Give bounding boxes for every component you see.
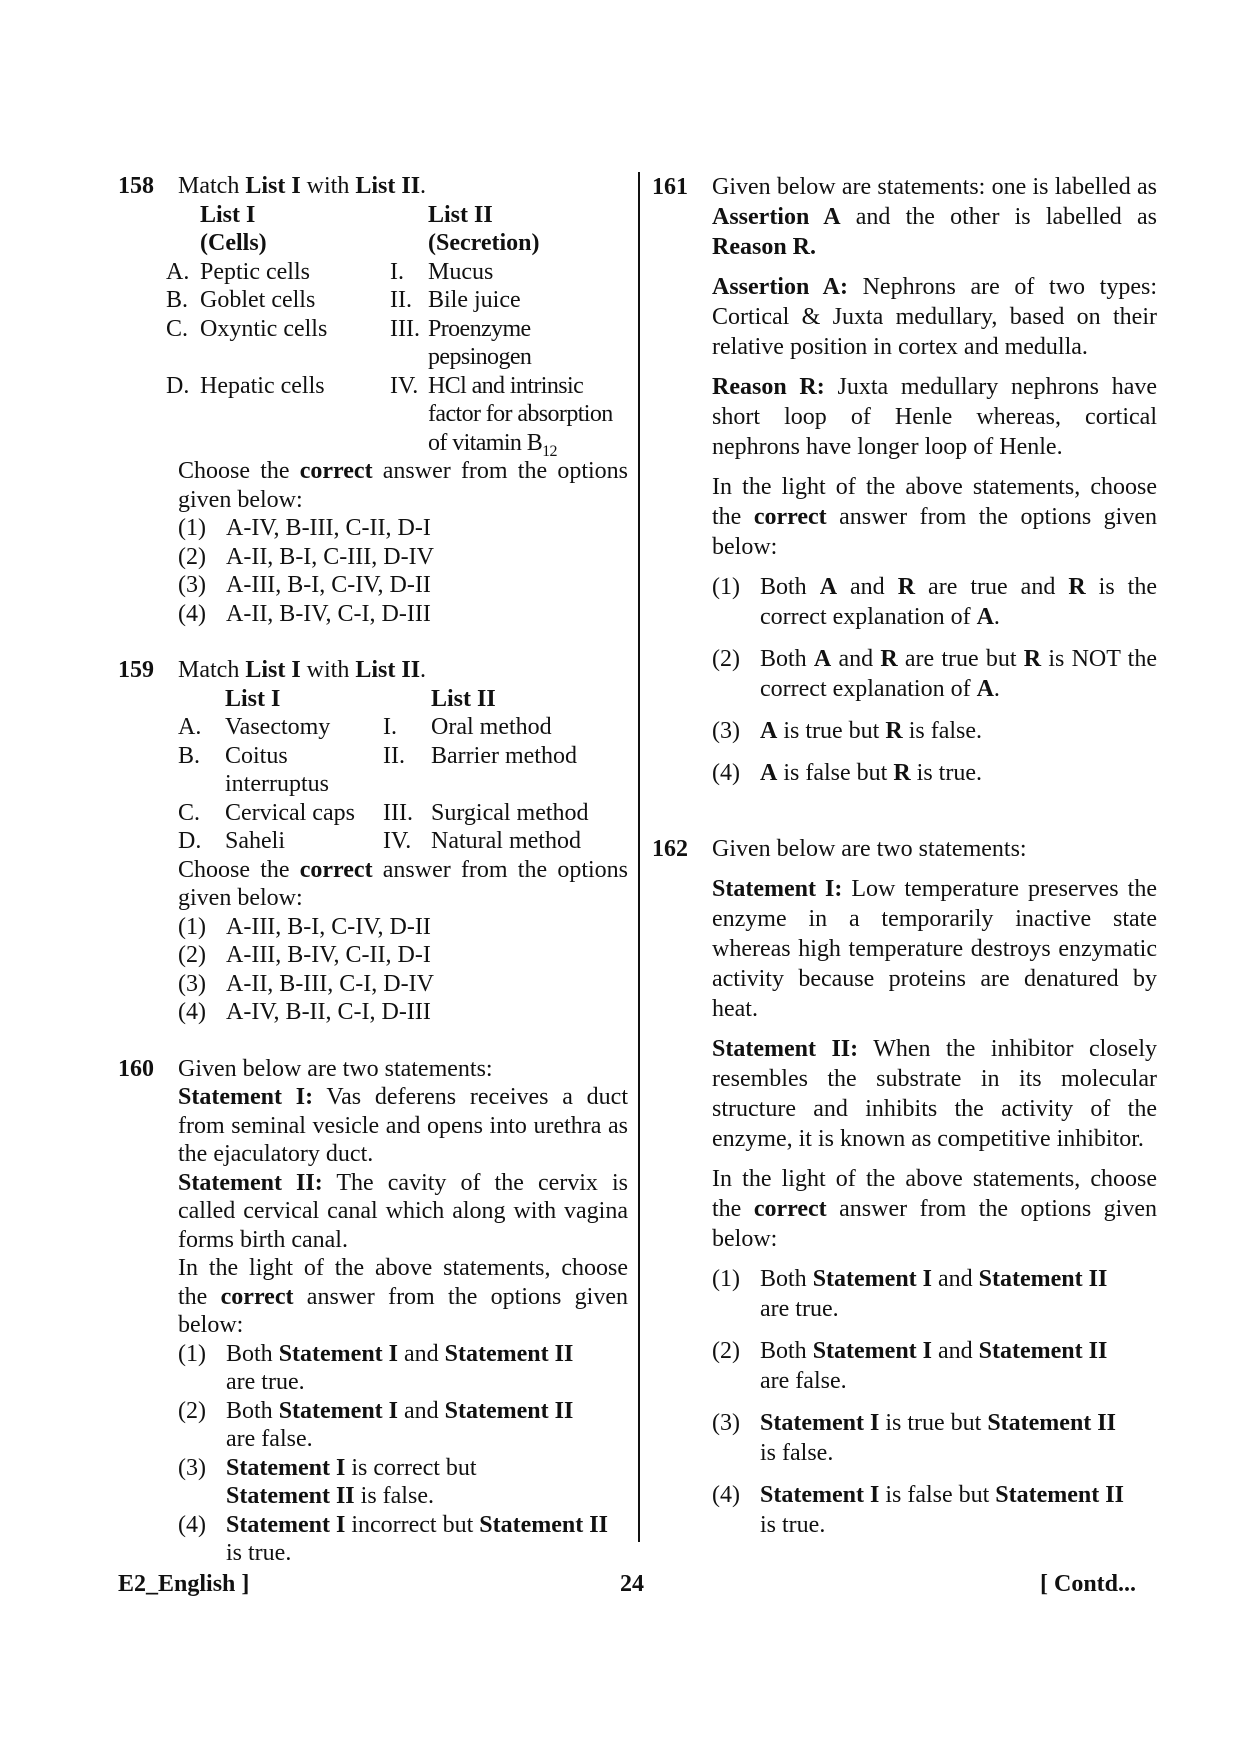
option-1[interactable]: (1) Both Statement I and Statement II are true. xyxy=(712,1266,1108,1322)
match-row: C. Cervical caps III. Surgical method xyxy=(178,799,589,826)
question-number: 158 xyxy=(118,173,154,199)
question-instruction: Choose the correct answer from the options given below: xyxy=(178,458,628,513)
question-instruction: In the light of the above statements, choose the correct answer from the options given below: xyxy=(712,474,1157,560)
assertion: Assertion A: Nephrons are of two types: Cortical & Juxta medullary, based on their relative position in cortex and medulla. xyxy=(712,274,1158,360)
vitamin-b12-cell: HCl and intrinsic factor for absorption of vitamin $B_{12}$ xyxy=(428,372,613,460)
option-2[interactable]: (2) A-II, B-I, C-III, D-IV xyxy=(178,543,434,570)
option-3[interactable]: (3) A-III, B-I, C-IV, D-II xyxy=(178,572,431,598)
page-number: 24 xyxy=(620,1571,644,1597)
option-1[interactable]: (1) A-IV, B-III, C-II, D-I xyxy=(178,515,431,541)
match-row: D. Saheli IV. Natural method xyxy=(178,828,581,854)
question-intro: Given below are two statements: xyxy=(178,1055,493,1082)
statement-1: Statement I: Low temperature preserves the enzyme in a temporarily inactive state whereas high temperature destroys enzymatic activity because proteins are denatured by heat. xyxy=(712,876,1157,1022)
option-4[interactable]: (4) A-II, B-IV, C-I, D-III xyxy=(178,600,431,627)
question-158 xyxy=(118,172,628,628)
question-number: 162 xyxy=(652,836,688,862)
match-row: B. Coitus interruptus II. Barrier method xyxy=(178,742,577,797)
list2-head: List II xyxy=(431,685,496,712)
match-row: B. Goblet cells II. Bile juice xyxy=(166,287,521,313)
list1-head: List I xyxy=(225,685,281,712)
question-159 xyxy=(118,656,628,1027)
option-2[interactable]: (2) Both A and R are true but R is NOT the correct explanation of A. xyxy=(712,646,1157,702)
list1-subhead: (Cells) xyxy=(200,230,267,256)
question-162 xyxy=(652,834,1157,1540)
list1-head: List I xyxy=(200,201,256,228)
option-3[interactable]: (3) A-II, B-III, C-I, D-IV xyxy=(178,970,434,997)
option-4[interactable]: (4) A is false but R is true. xyxy=(712,760,982,786)
question-instruction: In the light of the above statements, choose the correct answer from the options given below: xyxy=(178,1255,628,1338)
option-4[interactable]: (4) Statement I is false but Statement II is true. xyxy=(712,1482,1124,1538)
option-4[interactable]: (4) A-IV, B-II, C-I, D-III xyxy=(178,999,431,1025)
match-row: D. Hepatic cells IV. HCl and intrinsic factor for absorption of vitamin $B_{12}$ xyxy=(166,372,628,458)
statement-2: Statement II: The cavity of the cervix is called cervical canal which along with vagina forms birth canal. xyxy=(178,1169,628,1253)
question-intro: Given below are statements: one is labelled as Assertion A and the other is labelled as Reason R. xyxy=(712,174,1157,260)
option-2[interactable]: (2) Both Statement I and Statement II are false. xyxy=(712,1338,1108,1394)
statement-2: Statement II: When the inhibitor closely resembles the substrate in its molecular structure and inhibits the activity of the enzyme, it is known as competitive inhibitor. xyxy=(712,1036,1157,1152)
match-row: A. Peptic cells I. Mucus xyxy=(166,258,494,285)
option-1[interactable]: (1) Both Statement I and Statement II are true. xyxy=(178,1340,574,1395)
match-row: C. Oxyntic cells III. Proenzyme pepsinogen xyxy=(166,315,532,370)
question-number: 160 xyxy=(118,1055,154,1082)
option-3[interactable]: (3) A is true but R is false. xyxy=(712,718,982,744)
option-3[interactable]: (3) Statement I is true but Statement II is false. xyxy=(712,1410,1116,1466)
question-161 xyxy=(652,172,1157,788)
list2-head: List II xyxy=(428,201,493,228)
question-instruction: In the light of the above statements, choose the correct answer from the options given below: xyxy=(712,1166,1157,1252)
match-table xyxy=(178,685,589,856)
footer-code: E2_English ] xyxy=(118,1571,250,1597)
question-intro: Match List I with List II. xyxy=(178,173,427,199)
match-table xyxy=(166,201,628,458)
reason: Reason R: Juxta medullary nephrons have short loop of Henle whereas, cortical nephrons have longer loop of Henle. xyxy=(712,374,1157,460)
match-row: A. Vasectomy I. Oral method xyxy=(178,714,552,740)
option-4[interactable]: (4) Statement I incorrect but Statement II is true. xyxy=(178,1511,608,1566)
option-2[interactable]: (2) Both Statement I and Statement II are false. xyxy=(178,1397,574,1452)
list2-subhead: (Secretion) xyxy=(428,230,540,256)
question-number: 161 xyxy=(652,174,688,200)
footer-contd: [ Contd... xyxy=(1040,1571,1137,1597)
option-2[interactable]: (2) A-III, B-IV, C-II, D-I xyxy=(178,942,431,968)
right-column xyxy=(652,172,1157,1552)
question-number: 159 xyxy=(118,657,154,683)
option-1[interactable]: (1) Both A and R are true and R is the correct explanation of A. xyxy=(712,574,1158,630)
question-intro: Match List I with List II. xyxy=(178,657,427,683)
left-column xyxy=(118,172,628,1568)
column-divider xyxy=(638,172,640,1542)
option-3[interactable]: (3) Statement I is correct but Statement II is false. xyxy=(178,1454,477,1509)
question-160 xyxy=(118,1055,628,1568)
question-intro: Given below are two statements: xyxy=(712,836,1027,862)
statement-1: Statement I: Vas deferens receives a duct from seminal vesicle and opens into urethra as the ejaculatory duct. xyxy=(178,1084,629,1167)
question-instruction: Choose the correct answer from the options given below: xyxy=(178,856,628,911)
option-1[interactable]: (1) A-III, B-I, C-IV, D-II xyxy=(178,913,431,940)
